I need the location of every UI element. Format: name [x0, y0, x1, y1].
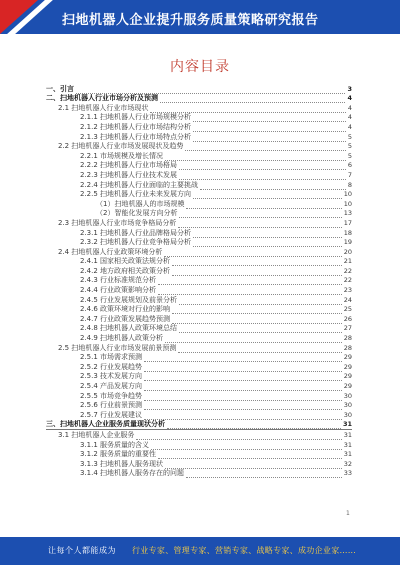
toc-leader-dots — [193, 240, 342, 247]
toc-entry-label: 3.1.1 服务质量的含义 — [80, 440, 150, 449]
toc-leader-dots — [144, 384, 342, 391]
toc-entry-label: 2.4.6 政策环境对行业的影响 — [80, 305, 171, 314]
toc-entry-page: 8 — [347, 180, 352, 189]
toc-entry[interactable] — [46, 305, 352, 315]
toc-entry-label: 2.2 扫地机器人行业市场发展现状及趋势 — [58, 142, 184, 151]
toc-leader-dots — [179, 211, 341, 218]
toc-entry-label: 3.1.2 服务质量的重要性 — [80, 450, 157, 459]
toc-leader-dots — [158, 278, 342, 285]
toc-entry-page: 4 — [347, 113, 352, 122]
footer-slogan: 让每个人都能成为 — [48, 546, 116, 555]
toc-entry-label: 2.5.2 行业发展趋势 — [80, 362, 143, 371]
toc-leader-dots — [144, 413, 342, 420]
toc-entry-page: 29 — [343, 353, 352, 362]
toc-entry-label: 2.5.3 技术发展方向 — [80, 372, 143, 381]
toc-heading: 内容目录 — [170, 59, 230, 75]
toc-entry[interactable] — [46, 151, 352, 161]
toc-leader-dots — [179, 173, 346, 180]
toc-entry[interactable] — [46, 440, 352, 450]
toc-leader-dots — [200, 183, 346, 190]
toc-leader-dots — [193, 192, 342, 199]
toc-entry-label: 2.1 扫地机器人行业市场现状 — [58, 103, 149, 112]
toc-leader-dots — [186, 202, 341, 209]
toc-entry-label: 2.5.4 产品发展方向 — [80, 382, 143, 390]
toc-entry-label: 2.3.2 扫地机器人行业竞争格局分析 — [80, 238, 192, 247]
toc-entry[interactable] — [46, 381, 352, 391]
toc-entry-page: 21 — [343, 257, 352, 266]
toc-entry[interactable] — [46, 324, 352, 334]
toc-leader-dots — [178, 221, 341, 228]
toc-entry[interactable] — [46, 295, 352, 305]
toc-leader-dots — [76, 87, 345, 94]
toc-entry[interactable] — [46, 132, 352, 142]
toc-entry-page: 5 — [347, 151, 352, 160]
toc-entry-page: 28 — [343, 343, 352, 352]
toc-entry[interactable] — [46, 180, 352, 190]
toc-entry-page: 32 — [343, 459, 352, 468]
toc-entry-page: 5 — [347, 142, 352, 151]
toc-entry[interactable] — [46, 209, 352, 219]
toc-leader-dots — [186, 471, 342, 478]
toc-entry-page: 23 — [343, 286, 352, 295]
toc-entry-label: 2.1.2 扫地机器人行业市场结构分析 — [80, 122, 192, 131]
page-number: 1 — [346, 510, 350, 517]
toc-leader-dots — [144, 403, 342, 410]
toc-entry[interactable] — [46, 401, 352, 411]
toc-entry-label: 2.2.2 扫地机器人行业市场格局 — [80, 161, 178, 170]
toc-entry-page: 22 — [343, 276, 352, 285]
toc-entry-label: 2.4.9 扫地机器人政策分析 — [80, 334, 164, 343]
toc-entry-page: 31 — [342, 420, 352, 429]
toc-entry-label: 3.1.4 扫地机器人服务存在的问题 — [80, 469, 185, 478]
toc-entry-label: 二、扫地机器人行业市场分析及预测 — [46, 94, 158, 103]
toc-entry-label: 2.3.1 扫地机器人行业品牌格局分析 — [80, 228, 192, 237]
toc-entry[interactable] — [46, 228, 352, 238]
toc-entry-label: 一、引言 — [46, 84, 74, 93]
toc-entry-label: 2.5.6 行业前景预测 — [80, 401, 143, 410]
toc-entry-page: 30 — [343, 410, 352, 419]
toc-entry[interactable] — [46, 103, 352, 113]
toc-entry-page: 28 — [343, 334, 352, 343]
toc-entry-label: 2.2.3 扫地机器人行业技术发展 — [80, 170, 178, 179]
toc-entry-page: 17 — [343, 218, 352, 227]
header-band — [0, 0, 400, 34]
toc-entry-label: 2.4.2 地方政府相关政策分析 — [80, 266, 171, 275]
toc-entry[interactable] — [46, 420, 352, 431]
toc-entry-label: 2.5.1 市场需求预测 — [80, 353, 143, 362]
toc-entry-label: 3.1 扫地机器人企业服务 — [58, 430, 135, 439]
toc-entry-label: 2.5 扫地机器人行业市场发展前景预测 — [58, 343, 177, 352]
footer-roles: 行业专家、管理专家、营销专家、战略专家、成功企业家…… — [132, 546, 357, 555]
toc-entry-label: 2.4.4 行业政策影响分析 — [80, 286, 157, 295]
toc-entry-page: 26 — [343, 314, 352, 323]
toc-entry-page: 3 — [347, 84, 352, 93]
toc-entry-page: 4 — [347, 94, 352, 103]
toc-entry-page: 29 — [343, 382, 352, 390]
toc-leader-dots — [185, 144, 346, 151]
toc-entry-page: 7 — [347, 170, 352, 179]
toc-entry-page: 31 — [343, 450, 352, 459]
toc-entry-label: 2.5.7 行业发展建议 — [80, 410, 143, 419]
toc-leader-dots — [144, 374, 342, 381]
toc-entry[interactable] — [46, 372, 352, 382]
toc-leader-dots — [179, 163, 346, 170]
toc-entry-label: 2.4.8 扫地机器人政策环境总结 — [80, 324, 178, 333]
toc-entry-label: 三、扫地机器人企业服务质量现状分析 — [46, 420, 165, 429]
toc-entry-label: （2）智能化发展方向分析 — [96, 209, 178, 218]
toc-entry-label: 2.4 扫地机器人行业政策环境分析 — [58, 247, 163, 256]
toc-entry-label: 2.4.7 行业政策发展趋势预测 — [80, 314, 171, 323]
toc-entry-page: 27 — [343, 324, 352, 333]
toc-leader-dots — [150, 106, 346, 113]
toc-entry-label: 2.1.1 扫地机器人行业市场规模分析 — [80, 113, 192, 122]
toc-entry[interactable] — [46, 391, 352, 401]
toc-entry-page: 29 — [343, 372, 352, 381]
toc-entry[interactable] — [46, 257, 352, 267]
toc-leader-dots — [179, 298, 342, 305]
toc-leader-dots — [172, 259, 342, 266]
toc-entry[interactable] — [46, 170, 352, 180]
toc-entry[interactable] — [46, 218, 352, 228]
toc-entry[interactable] — [46, 285, 352, 295]
toc-leader-dots — [193, 125, 346, 132]
toc-leader-dots — [151, 443, 342, 450]
toc-entry[interactable] — [46, 314, 352, 324]
toc-entry-page: 18 — [343, 228, 352, 237]
toc-entry-page: 24 — [343, 295, 352, 304]
toc-leader-dots — [144, 355, 342, 362]
toc-entry[interactable] — [46, 450, 352, 460]
toc-entry[interactable] — [46, 247, 352, 257]
toc-leader-dots — [193, 115, 346, 122]
toc-entry-page: 20 — [343, 247, 352, 256]
toc-leader-dots — [136, 433, 341, 440]
toc-entry-page: 22 — [343, 266, 352, 275]
toc-entry[interactable] — [46, 94, 352, 104]
toc-entry-page: 10 — [343, 190, 352, 199]
toc-leader-dots — [158, 452, 342, 459]
toc-entry-page: 4 — [347, 103, 352, 112]
toc-entry[interactable] — [46, 353, 352, 363]
toc-leader-dots — [165, 336, 342, 343]
toc-entry-label: （1）扫地机器人的市场规模 — [96, 199, 185, 208]
toc-entry[interactable] — [46, 122, 352, 132]
toc-entry-label: 2.2.4 扫地机器人行业面临的主要挑战 — [80, 180, 199, 189]
toc-leader-dots — [165, 462, 342, 469]
toc-entry-page: 10 — [343, 199, 352, 208]
toc-leader-dots — [160, 96, 345, 103]
table-of-contents — [46, 84, 352, 478]
toc-entry[interactable] — [46, 84, 352, 94]
toc-entry-label: 2.4.5 行业发展规划及前景分析 — [80, 295, 178, 304]
toc-leader-dots — [165, 154, 346, 161]
toc-leader-dots — [179, 326, 342, 333]
toc-leader-dots — [167, 422, 341, 429]
toc-entry-page: 30 — [343, 401, 352, 410]
toc-entry[interactable] — [46, 276, 352, 286]
toc-entry[interactable] — [46, 362, 352, 372]
toc-entry[interactable] — [46, 343, 352, 353]
toc-leader-dots — [144, 394, 342, 401]
toc-leader-dots — [193, 231, 342, 238]
toc-entry-label: 2.3 扫地机器人行业市场竞争格局分析 — [58, 218, 177, 227]
report-title: 扫地机器人企业提升服务质量策略研究报告 — [62, 13, 319, 28]
toc-entry-page: 13 — [343, 209, 352, 218]
toc-leader-dots — [164, 250, 341, 257]
toc-entry-label: 2.1.3 扫地机器人行业市场特点分析 — [80, 132, 192, 141]
toc-entry-page: 31 — [343, 430, 352, 439]
toc-entry-label: 2.4.1 国家相关政策法规分析 — [80, 257, 171, 266]
toc-entry-label: 2.2.1 市场规模及增长情况 — [80, 151, 164, 160]
toc-entry[interactable] — [46, 161, 352, 171]
toc-entry[interactable] — [46, 238, 352, 248]
toc-leader-dots — [172, 317, 342, 324]
toc-entry[interactable] — [46, 266, 352, 276]
toc-leader-dots — [172, 269, 342, 276]
toc-entry[interactable] — [46, 190, 352, 200]
toc-entry[interactable] — [46, 430, 352, 440]
toc-entry-page: 5 — [347, 132, 352, 141]
toc-entry-page: 33 — [343, 469, 352, 478]
toc-entry[interactable] — [46, 333, 352, 343]
toc-entry[interactable] — [46, 113, 352, 123]
toc-entry[interactable] — [46, 199, 352, 209]
toc-entry[interactable] — [46, 469, 352, 479]
toc-entry[interactable] — [46, 142, 352, 152]
toc-entry-page: 30 — [343, 391, 352, 400]
toc-entry-page: 25 — [343, 305, 352, 314]
toc-leader-dots — [178, 346, 341, 353]
toc-entry-page: 19 — [343, 238, 352, 247]
toc-entry[interactable] — [46, 459, 352, 469]
toc-entry[interactable] — [46, 410, 352, 420]
footer-band — [0, 537, 400, 565]
toc-entry-label: 2.4.3 行业标准规范分析 — [80, 276, 157, 285]
toc-entry-page: 4 — [347, 122, 352, 131]
toc-entry-label: 3.1.3 扫地机器人服务现状 — [80, 459, 164, 468]
toc-entry-label: 2.5.5 市场竞争趋势 — [80, 391, 143, 400]
toc-leader-dots — [193, 135, 346, 142]
toc-entry-page: 6 — [347, 161, 352, 170]
toc-entry-page: 31 — [343, 440, 352, 449]
toc-leader-dots — [144, 365, 342, 372]
toc-leader-dots — [172, 307, 342, 314]
toc-entry-page: 29 — [343, 362, 352, 371]
toc-entry-label: 2.2.5 扫地机器人行业未来发展方向 — [80, 190, 192, 199]
toc-leader-dots — [158, 288, 342, 295]
